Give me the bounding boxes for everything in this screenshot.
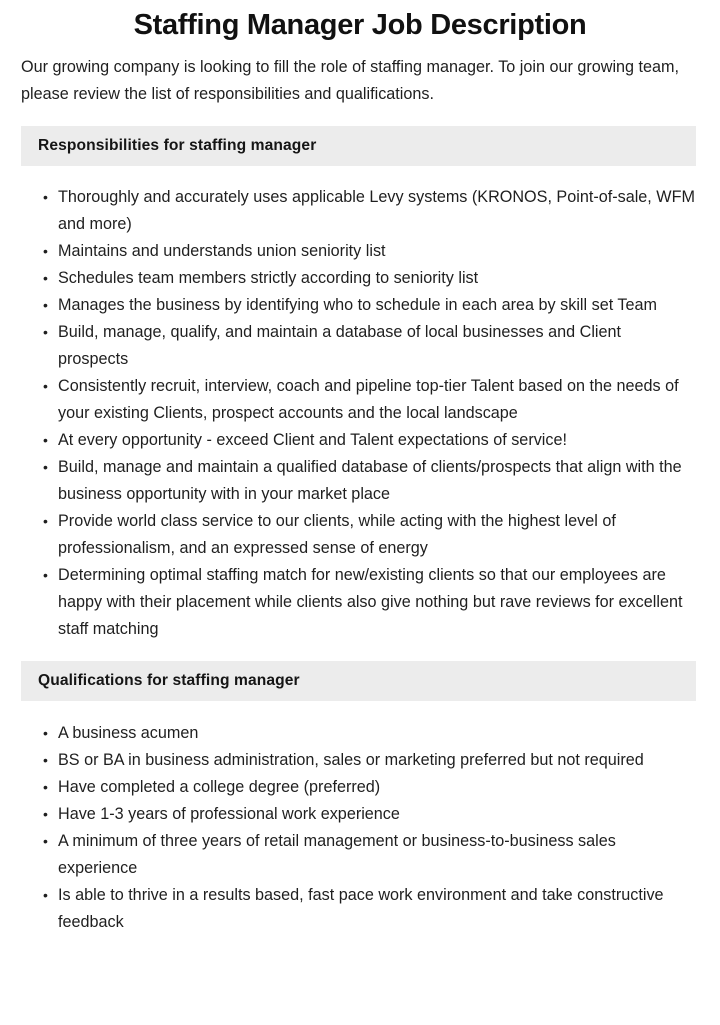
qualifications-heading-label: Qualifications for staffing manager bbox=[38, 672, 300, 689]
list-item: • At every opportunity - exceed Client and Talent expectations of service! bbox=[0, 427, 720, 454]
list-item: • Build, manage, qualify, and maintain a database of local businesses and Client prospects bbox=[0, 319, 720, 373]
qualifications-section-header bbox=[21, 661, 696, 701]
list-item: • Manages the business by identifying who to schedule in each area by skill set Team bbox=[0, 292, 720, 319]
list-item: • Thoroughly and accurately uses applicable Levy systems (KRONOS, Point-of-sale, WFM and more) bbox=[0, 184, 720, 238]
list-item: • Determining optimal staffing match for new/existing clients so that our employees are happy with their placement while clients also give nothing but rave reviews for excellent staff matching bbox=[0, 562, 720, 643]
list-item: • Build, manage and maintain a qualified database of clients/prospects that align with the business opportunity with in your market place bbox=[0, 454, 720, 508]
list-item: • Schedules team members strictly according to seniority list bbox=[0, 265, 720, 292]
list-item: • BS or BA in business administration, sales or marketing preferred but not required bbox=[0, 747, 720, 774]
responsibilities-heading-label: Responsibilities for staffing manager bbox=[38, 137, 317, 154]
list-item: • Consistently recruit, interview, coach and pipeline top-tier Talent based on the needs of your existing Clients, prospect accounts and the local landscape bbox=[0, 373, 720, 427]
list-item: • Provide world class service to our clients, while acting with the highest level of professionalism, and an expressed sense of energy bbox=[0, 508, 720, 562]
responsibilities-section-header bbox=[21, 126, 696, 166]
page-title: Staffing Manager Job Description bbox=[133, 9, 587, 41]
list-item: • Is able to thrive in a results based, fast pace work environment and take constructive feedback bbox=[0, 882, 720, 936]
list-item: • Have completed a college degree (preferred) bbox=[0, 774, 720, 801]
list-item: • A business acumen bbox=[0, 720, 720, 747]
list-item: • Have 1-3 years of professional work experience bbox=[0, 801, 720, 828]
responsibilities-list bbox=[0, 184, 720, 643]
list-item: • A minimum of three years of retail management or business-to-business sales experience bbox=[0, 828, 720, 882]
qualifications-list bbox=[0, 720, 720, 936]
intro-paragraph: Our growing company is looking to fill the role of staffing manager. To join our growing team, please review the list of responsibilities and qualifications. bbox=[21, 58, 680, 103]
list-item: • Maintains and understands union seniority list bbox=[0, 238, 720, 265]
